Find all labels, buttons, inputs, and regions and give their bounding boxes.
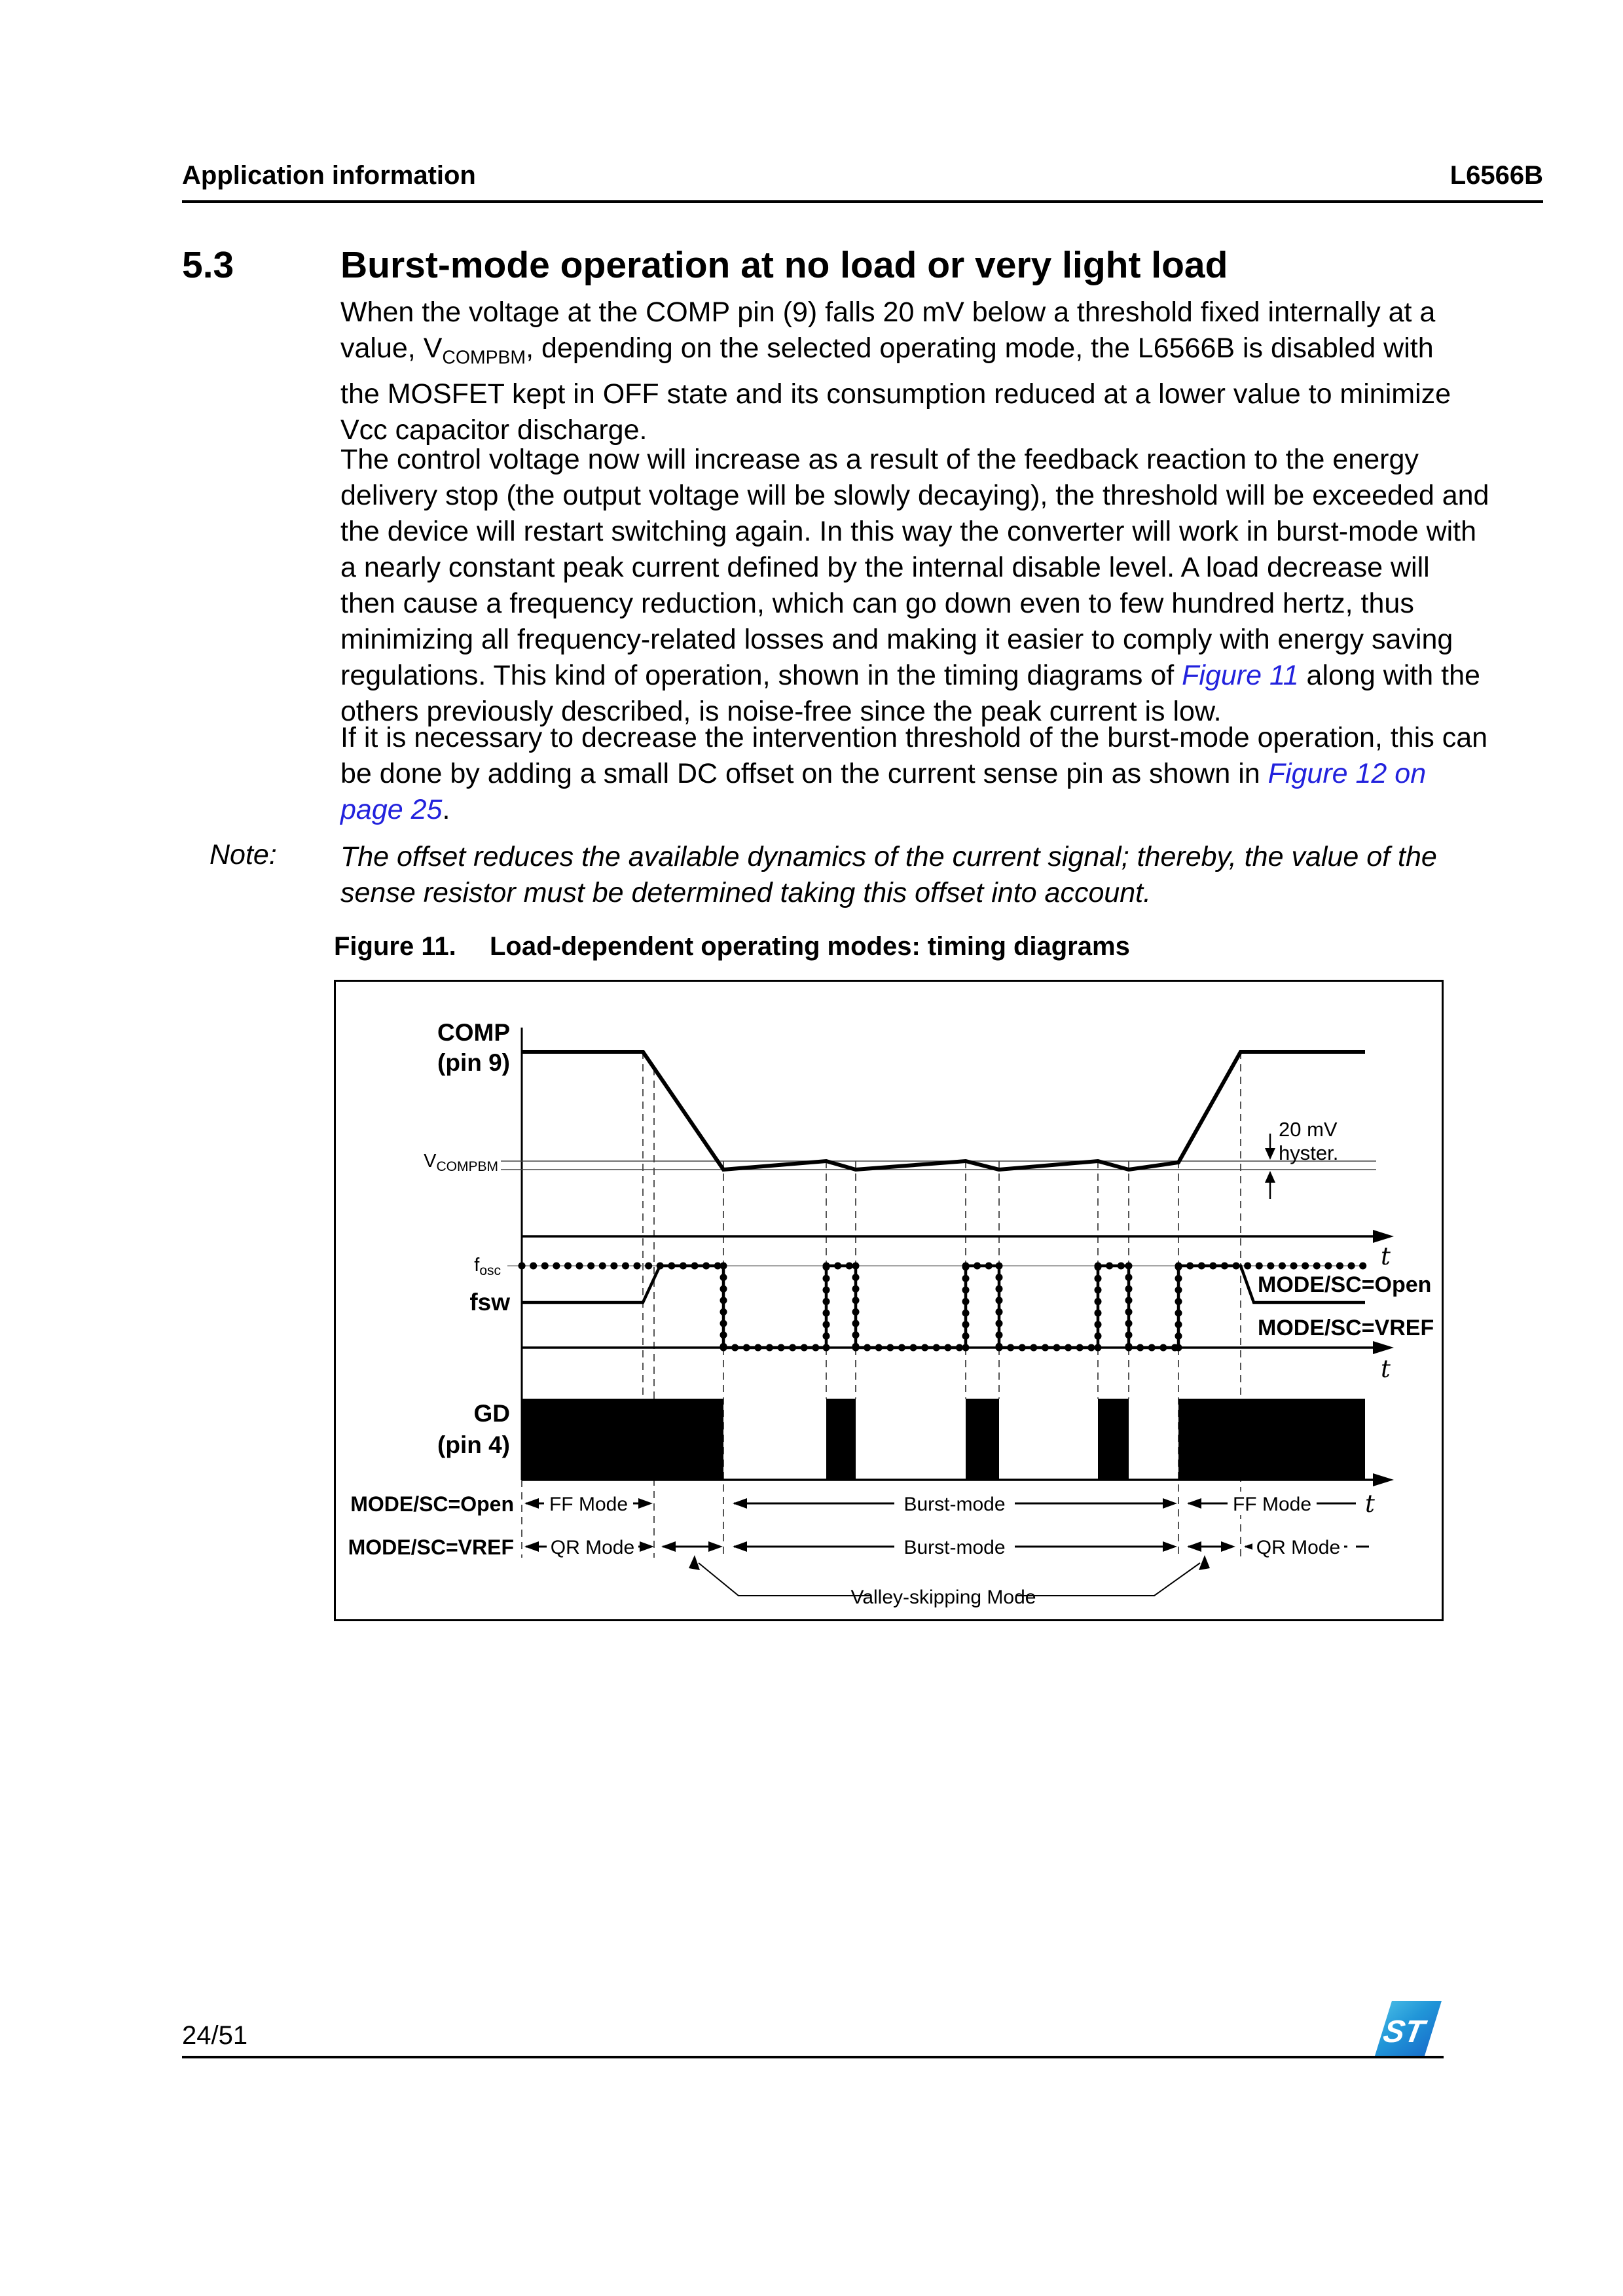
st-logo-text: ST <box>1380 2014 1427 2049</box>
mode-row-open <box>350 1490 1375 1518</box>
gd-pin-label: (pin 4) <box>437 1431 510 1458</box>
time-axis-2-t: t <box>1381 1355 1391 1383</box>
figure-reference-link[interactable]: page 25 <box>340 794 443 825</box>
row-open-ff-right: FF Mode <box>1232 1494 1312 1515</box>
figure-reference-link[interactable]: Figure 11 <box>1182 660 1299 691</box>
paragraph-2: The control voltage now will increase as a result of the feedback reaction to the energy delivery stop (the output voltage will be slowly decaying), the threshold will be exceeded and the device will restart switching again. In this way the converter will work in burst-mode with a nearly constant peak current defined by the internal disable level. A load decrease will then cause a frequency reduction, which can go down even to few hundred hertz, thus minimizing all frequency-related losses and making it easier to comply with energy saving regulations. This kind of operation, shown in the timing diagrams of Figure 11 along with the others previously described, is noise-free since the peak current is low. <box>340 444 1489 727</box>
section-number: 5.3 <box>182 244 234 286</box>
row-vref-qr-left: QR Mode <box>550 1537 635 1558</box>
section-title: Burst-mode operation at no load or very light load <box>340 244 1228 286</box>
mode-row-vref <box>348 1535 1369 1559</box>
time-axis-1-arrow <box>1373 1230 1394 1243</box>
gd-label: GD <box>473 1400 510 1427</box>
comp-pin-label: (pin 9) <box>437 1049 510 1076</box>
hyst-text-label: hyster. <box>1279 1141 1339 1164</box>
hysteresis-annotation <box>1265 1118 1338 1199</box>
vcompbm-label: $V_{COMPBM}$ <box>424 1151 498 1174</box>
mode-vref-trace-label: MODE/SC=VREF <box>1258 1316 1434 1340</box>
note-label: Note: <box>210 839 277 870</box>
header-section-title: Application information <box>182 161 476 190</box>
row-vref-qr-right: QR Mode <box>1256 1537 1341 1558</box>
header-part-number: L6566B <box>1450 161 1543 190</box>
paragraph-1: When the voltage at the COMP pin (9) falls 20 mV below a threshold fixed internally at a value, $V_{COMPBM}$, depending on the selected operating mode, the L6566B is disabled with the MOSFET kept in OFF state and its consumption reduced at a lower value to minimize Vcc capacitor discharge. <box>340 296 1451 446</box>
fosc-dotted-trace <box>522 1266 1365 1348</box>
row-vref-label: MODE/SC=VREF <box>348 1535 514 1559</box>
figure-caption-text: Load-dependent operating modes: timing diagrams <box>490 932 1130 961</box>
gd-baseline-arrow <box>1373 1473 1394 1486</box>
page-number: 24/51 <box>182 2021 248 2050</box>
hyst-value-label: 20 mV <box>1279 1118 1338 1141</box>
comp-waveform <box>522 1052 1365 1170</box>
header-rule <box>182 200 1543 203</box>
paragraph-3: If it is necessary to decrease the intervention threshold of the burst-mode operation, this can be done by adding a small DC offset on the current sense pin as shown in Figure 12 on page 25. <box>340 722 1488 825</box>
gd-burst-blocks <box>522 1399 1365 1480</box>
mode-open-trace-label: MODE/SC=Open <box>1258 1272 1432 1297</box>
st-logo <box>1372 1999 1444 2058</box>
row-open-ff-left: FF Mode <box>549 1494 629 1515</box>
row-open-burst: Burst-mode <box>903 1494 1006 1515</box>
time-axis-1-t: t <box>1381 1242 1391 1270</box>
dashed-guides <box>522 1052 1241 1558</box>
valley-skipping-label: Valley-skipping Mode <box>850 1587 1036 1608</box>
comp-label: COMP <box>437 1019 510 1046</box>
fsw-trace <box>522 1266 1365 1348</box>
figure-reference-link[interactable]: Figure 12 on <box>1267 758 1427 789</box>
row-open-t: t <box>1365 1490 1375 1518</box>
timing-diagram-svg <box>336 982 1442 1619</box>
figure-caption-label: Figure 11. <box>334 932 456 961</box>
fosc-label: $f_{osc}$ <box>474 1255 501 1278</box>
fsw-label: fsw <box>469 1289 510 1316</box>
valley-skipping-annotation <box>689 1555 1210 1608</box>
figure-11-timing-diagram <box>334 980 1444 1621</box>
row-vref-burst: Burst-mode <box>903 1537 1006 1558</box>
footer-rule <box>182 2056 1444 2058</box>
note-text: The offset reduces the available dynamics of the current signal; thereby, the value of the sense resistor must be determined taking this offset into account. <box>340 841 1437 908</box>
time-axis-2-arrow <box>1373 1341 1394 1354</box>
row-open-label: MODE/SC=Open <box>350 1492 514 1516</box>
